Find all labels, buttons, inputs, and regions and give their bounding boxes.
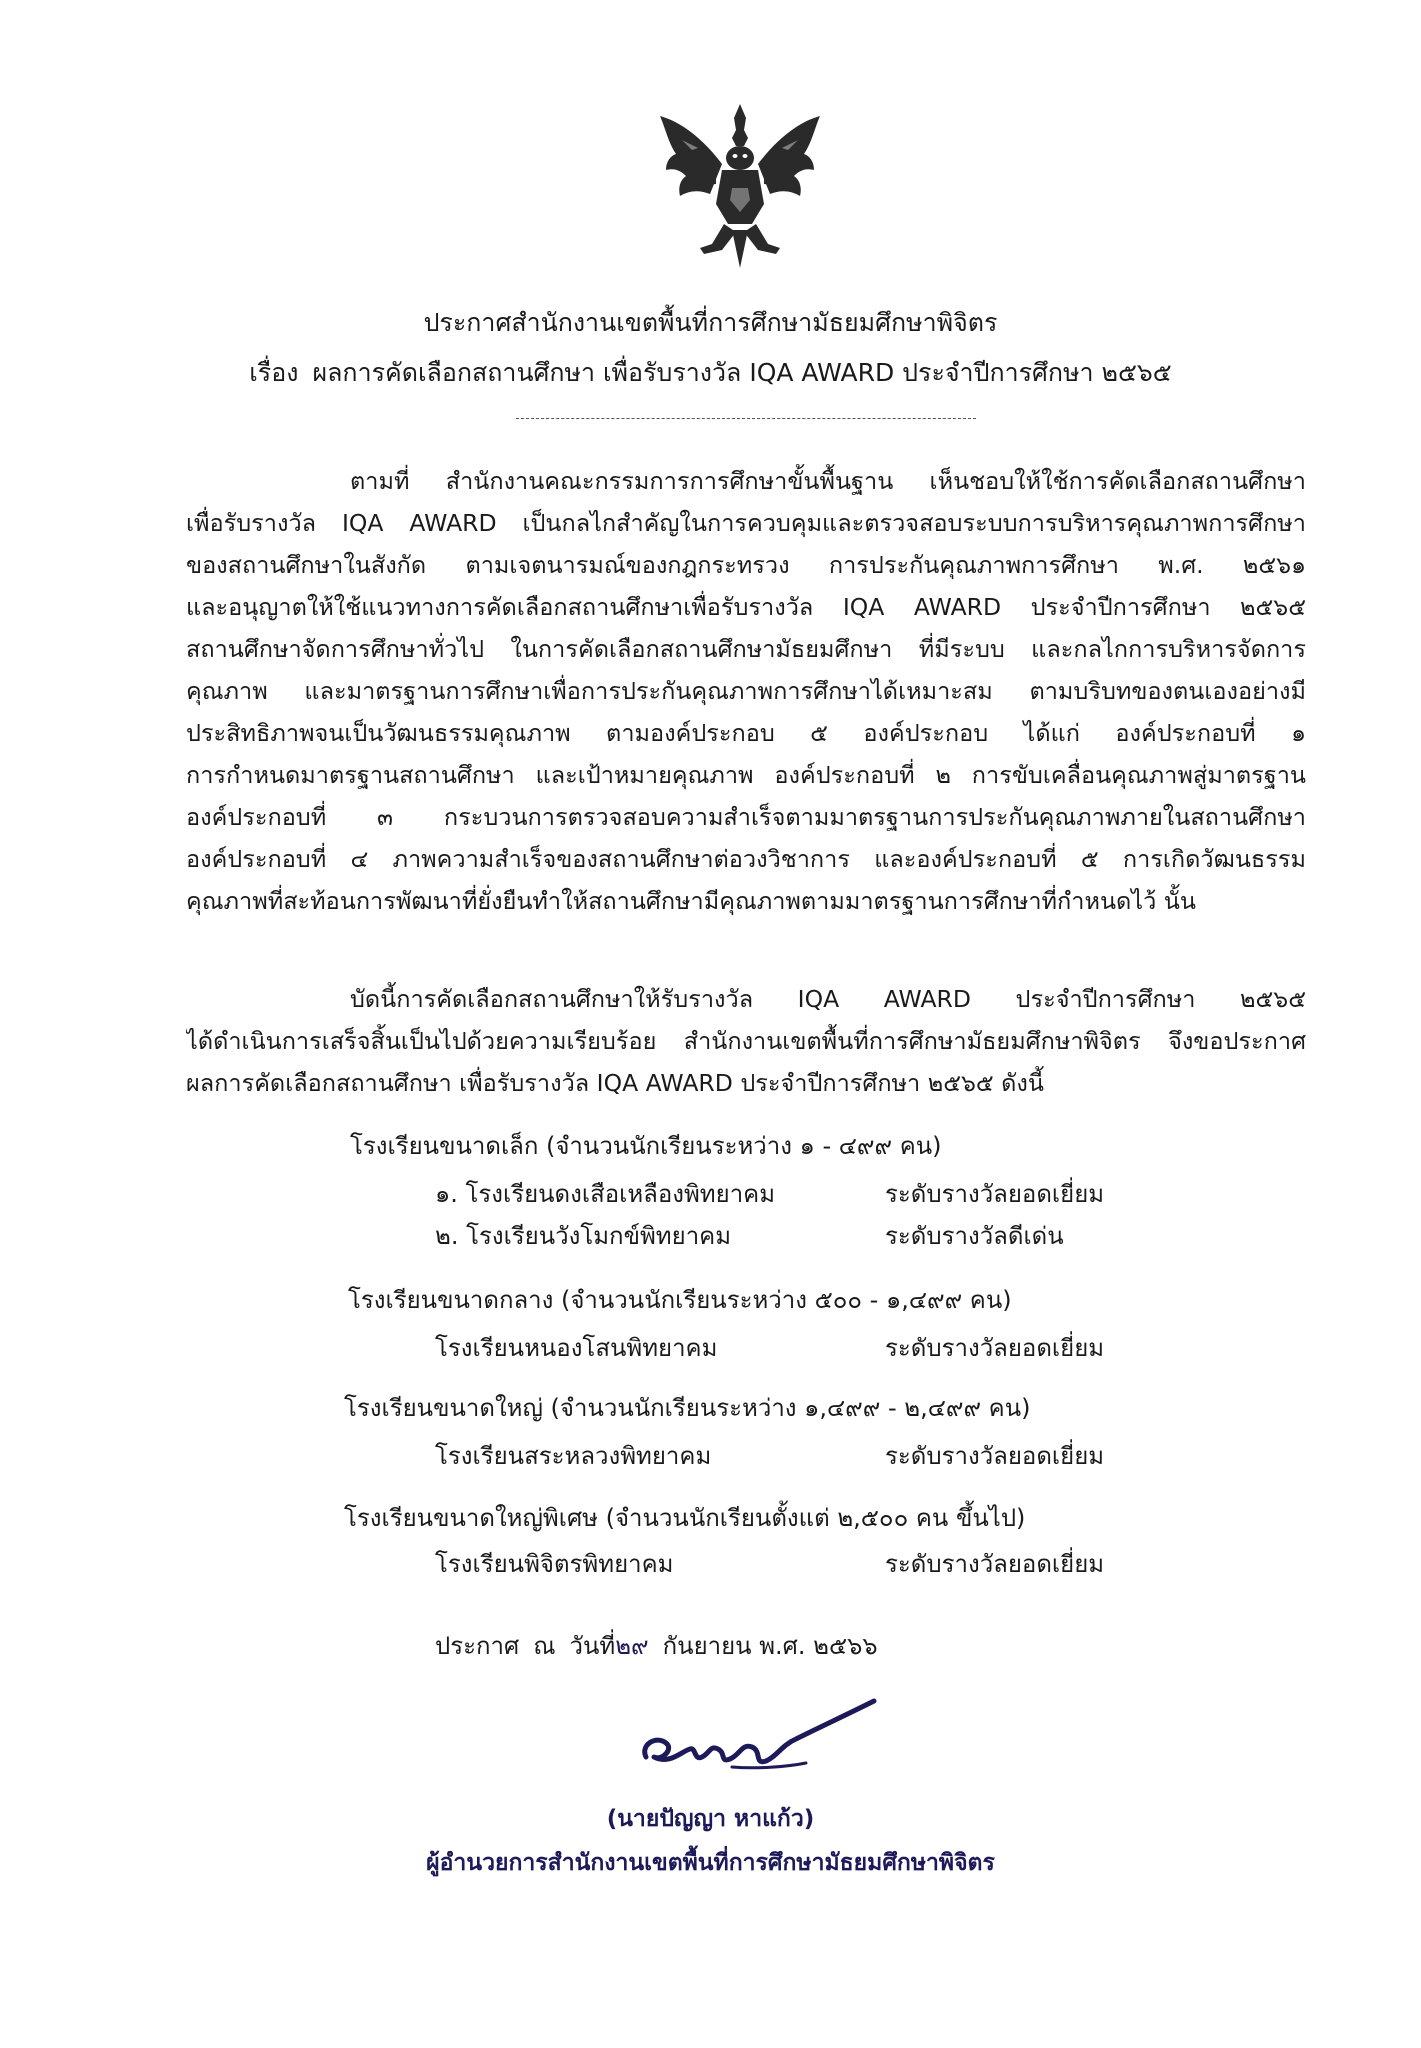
paragraph-line: คุณภาพที่สะท้อนการพัฒนาที่ยั่งยืนทำให้สถานศึกษามีคุณภาพตามมาตรฐานการศึกษาที่กำหนดไว้ นั้น (186, 887, 1196, 915)
category-small: โรงเรียนขนาดเล็ก (จำนวนนักเรียนระหว่าง ๑ - ๔๙๙ คน) (350, 1132, 942, 1160)
award-level: ระดับรางวัลดีเด่น (885, 1222, 1064, 1250)
document-title: ประกาศสำนักงานเขตพื้นที่การศึกษามัธยมศึกษาพิจิตร (423, 308, 998, 337)
category-large: โรงเรียนขนาดใหญ่ (จำนวนนักเรียนระหว่าง ๑,๔๙๙ - ๒,๔๙๙ คน) (344, 1394, 1031, 1422)
paragraph-line: ได้ดำเนินการเสร็จสิ้นเป็นไปด้วยความเรียบร้อย สำนักงานเขตพื้นที่การศึกษามัธยมศึกษาพิจิตร จึงขอประกาศ (186, 1027, 1306, 1055)
paragraph-line: องค์ประกอบที่ ๓ กระบวนการตรวจสอบความสำเร็จตามมาตรฐานการประกันคุณภาพภายในสถานศึกษา (186, 803, 1306, 831)
school-name: ๑. โรงเรียนดงเสือเหลืองพิทยาคม (435, 1180, 776, 1208)
announce-prefix: ประกาศ (435, 1632, 520, 1660)
award-level: ระดับรางวัลยอดเยี่ยม (885, 1334, 1105, 1362)
signatory-name: (นายปัญญา หาแก้ว) (606, 1806, 815, 1832)
award-level: ระดับรางวัลยอดเยี่ยม (885, 1180, 1105, 1208)
announce-month-year: กันยายน พ.ศ. ๒๕๖๖ (662, 1632, 878, 1660)
paragraph-line: คุณภาพ และมาตรฐานการศึกษาเพื่อการประกันคุณภาพการศึกษาได้เหมาะสม ตามบริบทของตนเองอย่างมี (186, 677, 1306, 705)
title-divider (516, 418, 976, 419)
paragraph-2 (186, 978, 1306, 1104)
announce-day-label: วันที่ (569, 1632, 616, 1660)
award-level: ระดับรางวัลยอดเยี่ยม (885, 1442, 1105, 1470)
school-name: โรงเรียนพิจิตรพิทยาคม (435, 1550, 674, 1578)
handwritten-signature (636, 1695, 886, 1785)
school-name: โรงเรียนสระหลวงพิทยาคม (435, 1442, 712, 1470)
paragraph-line: ประสิทธิภาพจนเป็นวัฒนธรรมคุณภาพ ตามองค์ประกอบ ๕ องค์ประกอบ ได้แก่ องค์ประกอบที่ ๑ (186, 719, 1306, 747)
school-name: โรงเรียนหนองโสนพิทยาคม (435, 1334, 718, 1362)
paragraph-line: ของสถานศึกษาในสังกัด ตามเจตนารมณ์ของกฎกระทรวง การประกันคุณภาพการศึกษา พ.ศ. ๒๕๖๑ (186, 551, 1306, 579)
category-extra-large: โรงเรียนขนาดใหญ่พิเศษ (จำนวนนักเรียนตั้งแต่ ๒,๕๐๐ คน ขึ้นไป) (344, 1504, 1026, 1532)
paragraph-line: การกำหนดมาตรฐานสถานศึกษา และเป้าหมายคุณภาพ องค์ประกอบที่ ๒ การขับเคลื่อนคุณภาพสู่มาตรฐาน (186, 761, 1306, 789)
paragraph-line: สถานศึกษาจัดการศึกษาทั่วไป ในการคัดเลือกสถานศึกษามัธยมศึกษา ที่มีระบบ และกลไกการบริหารจัดการ (186, 635, 1306, 663)
subject-text: ผลการคัดเลือกสถานศึกษา เพื่อรับรางวัล IQA AWARD ประจำปีการศึกษา ๒๕๖๕ (312, 358, 1172, 387)
garuda-emblem-icon (652, 100, 828, 270)
paragraph-line: องค์ประกอบที่ ๔ ภาพความสำเร็จของสถานศึกษาต่อวงวิชาการ และองค์ประกอบที่ ๕ การเกิดวัฒนธรรม (186, 845, 1306, 873)
announce-day: ๒๙ (615, 1632, 649, 1660)
document-subject (0, 356, 1421, 390)
category-medium: โรงเรียนขนาดกลาง (จำนวนนักเรียนระหว่าง ๕๐๐ - ๑,๔๙๙ คน) (348, 1286, 1012, 1314)
subject-label: เรื่อง (249, 358, 299, 387)
paragraph-line: ตามที่ สำนักงานคณะกรรมการการศึกษาขั้นพื้นฐาน เห็นชอบให้ใช้การคัดเลือกสถานศึกษา (350, 467, 1306, 495)
signatory-position: ผู้อำนวยการสำนักงานเขตพื้นที่การศึกษามัธยมศึกษาพิจิตร (426, 1850, 995, 1876)
school-name: ๒. โรงเรียนวังโมกข์พิทยาคม (435, 1222, 732, 1250)
paragraph-line: ผลการคัดเลือกสถานศึกษา เพื่อรับรางวัล IQA AWARD ประจำปีการศึกษา ๒๕๖๕ ดังนี้ (186, 1069, 1044, 1097)
announce-at: ณ (533, 1632, 556, 1660)
paragraph-line: บัดนี้การคัดเลือกสถานศึกษาให้รับรางวัล IQA AWARD ประจำปีการศึกษา ๒๕๖๕ (350, 985, 1306, 1013)
announcement-date (435, 1626, 878, 1666)
paragraph-1 (186, 460, 1306, 922)
paragraph-line: และอนุญาตให้ใช้แนวทางการคัดเลือกสถานศึกษาเพื่อรับรางวัล IQA AWARD ประจำปีการศึกษา ๒๕๖๕ (186, 593, 1306, 621)
paragraph-line: เพื่อรับรางวัล IQA AWARD เป็นกลไกสำคัญในการควบคุมและตรวจสอบระบบการบริหารคุณภาพการศึกษา (186, 509, 1306, 537)
award-level: ระดับรางวัลยอดเยี่ยม (885, 1550, 1105, 1578)
